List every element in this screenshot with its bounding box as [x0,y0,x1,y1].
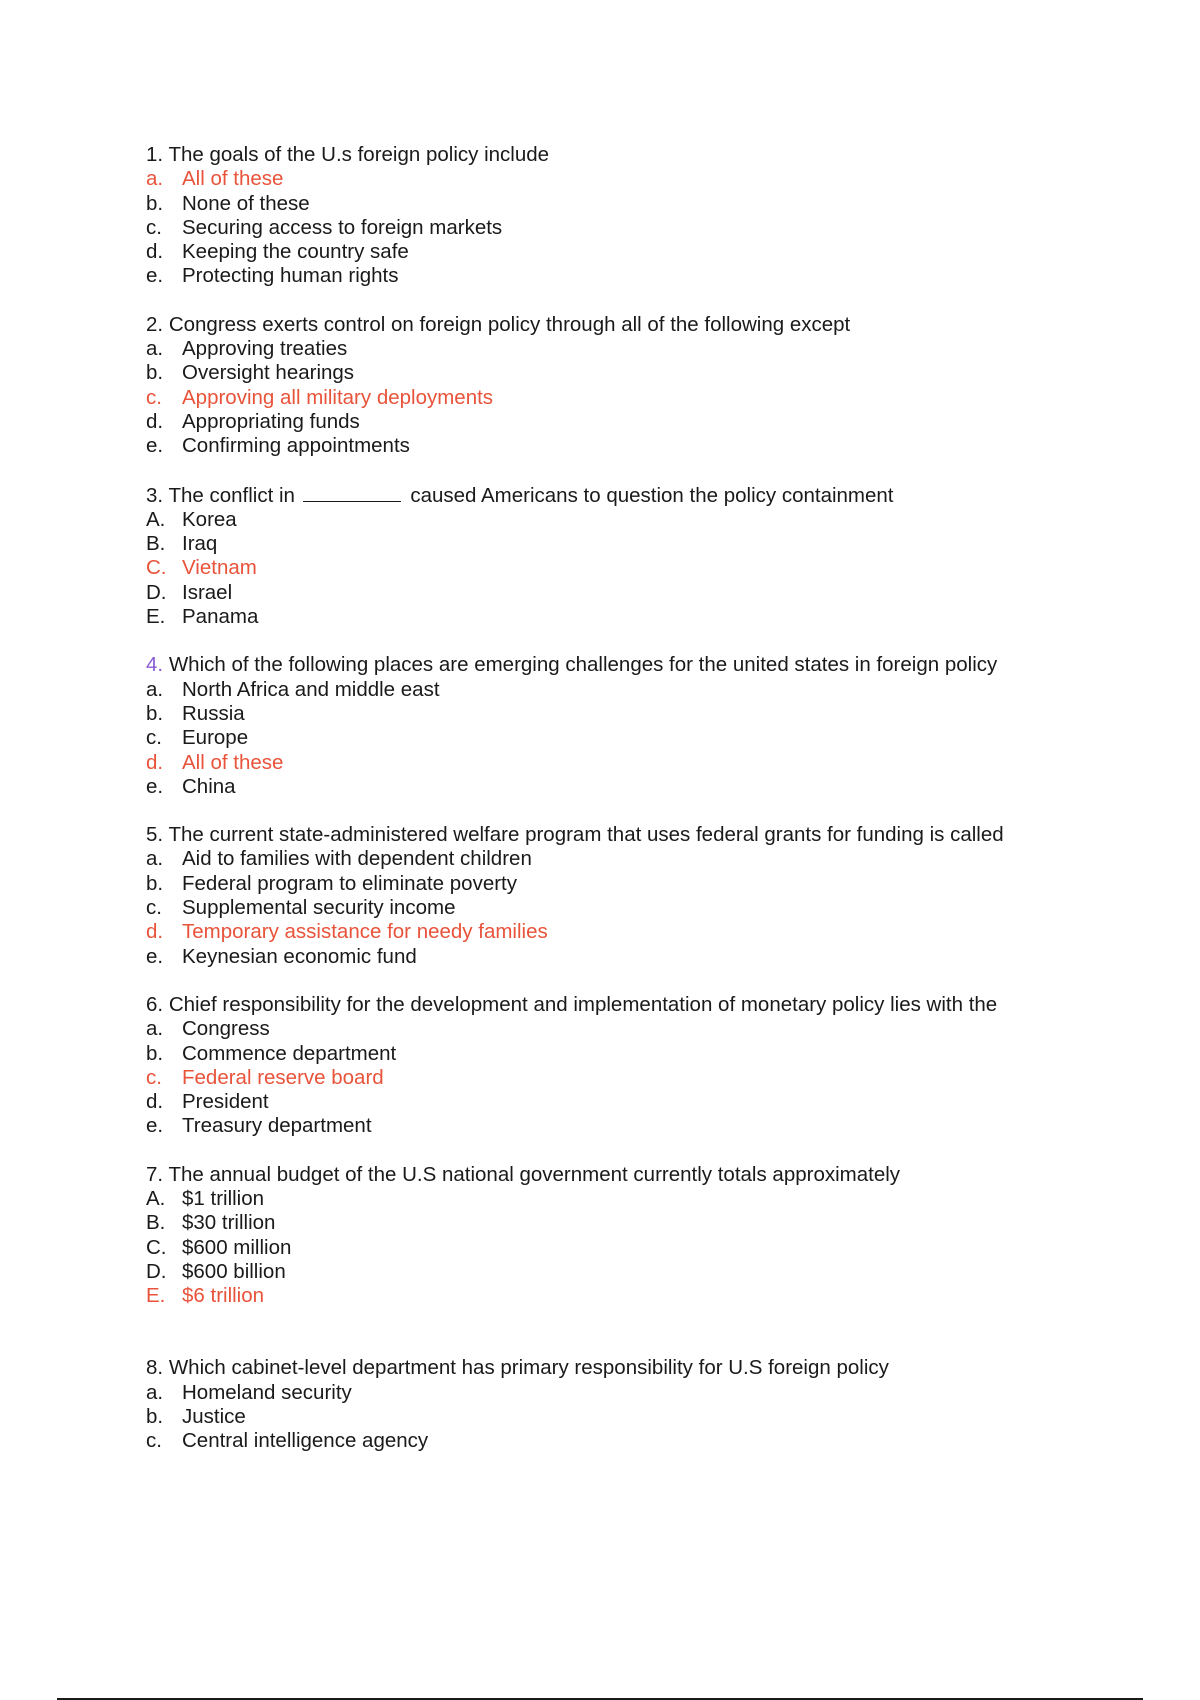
option-text: Congress [182,1017,270,1041]
option-letter: e. [146,434,164,458]
question-number: 6. [146,992,164,1016]
option-text: $600 billion [182,1259,286,1283]
option-letter: C. [146,1235,167,1259]
option-text: Central intelligence agency [182,1429,429,1453]
option-letter: D. [146,1259,167,1283]
question-text-after-blank: caused Americans to question the policy containment [410,483,894,507]
question-stem [146,993,1146,1017]
option-letter: a. [146,1017,164,1041]
option-letter: a. [146,167,164,191]
answer-option [146,1090,1146,1114]
answer-option [146,1405,1146,1429]
option-letter: b. [146,701,164,725]
option-text: Approving treaties [182,337,348,361]
answer-option-correct [146,556,1146,580]
option-letter: c. [146,1065,162,1089]
option-letter: E. [146,1284,166,1308]
answer-option [146,1236,1146,1260]
option-letter: d. [146,920,164,944]
answer-option [146,410,1146,434]
option-text: Protecting human rights [182,264,399,288]
answer-option [146,1429,1146,1453]
question-text: Which of the following places are emerging challenges for the united states in foreign policy [168,653,998,677]
answer-option-correct [146,751,1146,775]
option-letter: a. [146,677,164,701]
answer-option [146,240,1146,264]
question-number: 2. [146,312,164,336]
question-number: 5. [146,823,164,847]
answer-option [146,216,1146,240]
answer-option-correct [146,167,1146,191]
option-text: Homeland security [182,1380,352,1404]
answer-option [146,434,1146,458]
option-text: Commence department [182,1041,397,1065]
question-number: 4. [146,653,164,677]
option-text: All of these [182,167,284,191]
answer-option [146,1114,1146,1138]
option-letter: c. [146,726,162,750]
answer-option [146,847,1146,871]
option-text: Federal program to eliminate poverty [182,871,517,895]
option-letter: e. [146,1114,164,1138]
question-3 [146,483,1146,630]
answer-option [146,581,1146,605]
option-letter: e. [146,264,164,288]
answer-option [146,702,1146,726]
option-letter: c. [146,385,162,409]
option-text: Federal reserve board [182,1065,384,1089]
answer-option [146,1260,1146,1284]
answer-option [146,726,1146,750]
option-letter: E. [146,605,166,629]
option-letter: e. [146,944,164,968]
question-2 [146,313,1146,459]
answer-option-correct [146,386,1146,410]
option-text: $600 million [182,1235,292,1259]
question-8 [146,1356,1146,1453]
answer-option [146,508,1146,532]
question-text: Chief responsibility for the development and implementation of monetary policy lies with the [168,992,998,1016]
option-text: Europe [182,726,249,750]
option-letter: b. [146,1041,164,1065]
option-text: $30 trillion [182,1211,276,1235]
question-text-before-blank: The conflict in [168,483,295,507]
answer-option-correct [146,1284,1146,1308]
answer-option-correct [146,1066,1146,1090]
question-7 [146,1163,1146,1309]
answer-option [146,945,1146,969]
option-text: $6 trillion [182,1284,265,1308]
option-text: President [182,1090,269,1114]
question-5 [146,823,1146,969]
option-letter: d. [146,409,164,433]
option-letter: b. [146,361,164,385]
question-stem [146,483,1146,508]
option-letter: c. [146,1429,162,1453]
question-1 [146,143,1146,289]
question-stem [146,313,1146,337]
question-text: The goals of the U.s foreign policy include [168,143,550,166]
option-letter: A. [146,1186,166,1210]
answer-option [146,872,1146,896]
question-text: The current state-administered welfare program that uses federal grants for funding is called [168,823,1004,847]
option-letter: d. [146,1090,164,1114]
answer-option [146,337,1146,361]
option-text: Korea [182,507,237,531]
option-letter: d. [146,750,164,774]
fill-in-blank [303,483,401,502]
option-text: Approving all military deployments [182,385,494,409]
question-6 [146,993,1146,1139]
question-stem [146,143,1146,167]
option-letter: b. [146,871,164,895]
option-text: Keynesian economic fund [182,944,417,968]
question-stem [146,1356,1146,1380]
option-text: Vietnam [182,556,257,580]
option-letter: b. [146,191,164,215]
answer-option [146,1187,1146,1211]
option-letter: A. [146,507,166,531]
option-letter: a. [146,847,164,871]
option-text: Russia [182,701,245,725]
answer-option [146,678,1146,702]
option-text: China [182,774,236,798]
option-text: Confirming appointments [182,434,410,458]
option-text: Appropriating funds [182,409,360,433]
answer-option [146,1381,1146,1405]
answer-option [146,896,1146,920]
option-letter: a. [146,337,164,361]
question-number: 7. [146,1162,164,1186]
option-text: North Africa and middle east [182,677,440,701]
option-letter: D. [146,580,167,604]
question-list [146,143,1146,1478]
option-text: Treasury department [182,1114,372,1138]
option-text: Supplemental security income [182,896,456,920]
question-4 [146,653,1146,799]
answer-option [146,775,1146,799]
option-letter: C. [146,556,167,580]
option-letter: c. [146,896,162,920]
option-text: Panama [182,605,259,629]
option-letter: b. [146,1405,164,1429]
option-letter: a. [146,1380,164,1404]
question-text: The annual budget of the U.S national government currently totals approximately [168,1162,901,1186]
question-number: 1. [146,143,164,166]
question-text: Congress exerts control on foreign policy through all of the following except [168,312,851,336]
option-text: Keeping the country safe [182,240,409,264]
option-letter: e. [146,774,164,798]
option-letter: c. [146,215,162,239]
option-text: Aid to families with dependent children [182,847,532,871]
option-letter: d. [146,240,164,264]
option-text: Justice [182,1405,246,1429]
option-text: None of these [182,191,310,215]
answer-option [146,1017,1146,1041]
option-letter: B. [146,1211,166,1235]
answer-option-correct [146,920,1146,944]
answer-option [146,605,1146,629]
option-text: $1 trillion [182,1186,265,1210]
answer-option [146,1042,1146,1066]
option-text: Temporary assistance for needy families [182,920,548,944]
answer-option [146,1211,1146,1235]
option-text: Iraq [182,532,218,556]
option-text: All of these [182,750,284,774]
question-stem [146,1163,1146,1187]
question-number: 8. [146,1356,164,1380]
answer-option [146,361,1146,385]
option-text: Securing access to foreign markets [182,215,503,239]
option-text: Oversight hearings [182,361,355,385]
answer-option [146,532,1146,556]
answer-option [146,264,1146,288]
answer-option [146,192,1146,216]
question-stem [146,823,1146,847]
option-text: Israel [182,580,233,604]
option-letter: B. [146,532,166,556]
question-stem [146,653,1146,677]
question-number: 3. [146,483,164,507]
question-text: Which cabinet-level department has primary responsibility for U.S foreign policy [168,1356,889,1380]
